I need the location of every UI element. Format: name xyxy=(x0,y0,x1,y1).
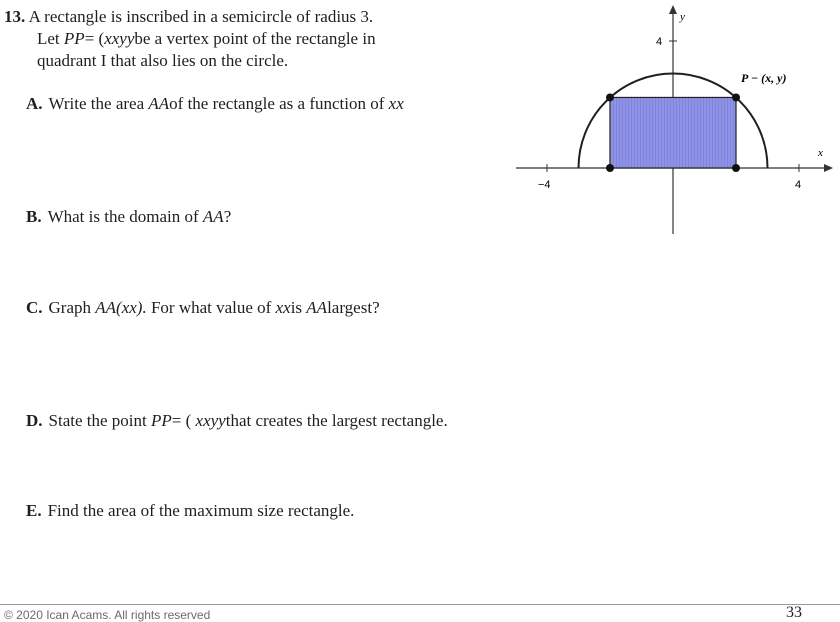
part-d xyxy=(26,410,448,432)
x-axis-arrow xyxy=(824,164,833,172)
vertex-point xyxy=(606,93,614,101)
part-text: largest? xyxy=(327,298,380,317)
part-letter: A. xyxy=(26,94,43,113)
y-axis-arrow xyxy=(669,5,677,14)
part-letter: B. xyxy=(26,207,42,226)
vertex-point xyxy=(732,164,740,172)
point-coords: xxyy xyxy=(195,411,226,430)
part-e xyxy=(26,500,354,522)
area-var: AA xyxy=(148,94,170,113)
point-var: PP xyxy=(63,29,85,48)
vertex-point-p xyxy=(732,93,740,101)
part-text: State the point xyxy=(48,411,151,430)
area-function: AA(xx). xyxy=(95,298,147,317)
copyright-text: © 2020 Ican Acams. All rights reserved xyxy=(4,608,211,622)
vertex-point xyxy=(606,164,614,172)
part-text: What is the domain of xyxy=(47,207,203,226)
part-text: ? xyxy=(223,207,232,226)
y-axis-label: y xyxy=(680,11,685,23)
x-neg-tick-label: −4 xyxy=(538,179,551,191)
part-letter: D. xyxy=(26,411,43,430)
area-var: AA xyxy=(306,298,328,317)
problem-line-2-post: be a vertex point of the rectangle in xyxy=(134,29,376,48)
problem-statement xyxy=(4,6,474,72)
x-var: xx xyxy=(275,298,291,317)
part-text: Find the area of the maximum size rectangle. xyxy=(47,501,355,520)
area-var: AA xyxy=(202,207,224,226)
equals-sign: = ( xyxy=(84,29,105,48)
x-axis-label: x xyxy=(818,147,823,159)
x-var: xx xyxy=(388,94,404,113)
part-text: Write the area xyxy=(48,94,149,113)
part-text: For what value of xyxy=(146,298,276,317)
problem-number: 13. xyxy=(4,7,26,26)
part-text: Graph xyxy=(48,298,96,317)
problem-line-1: A rectangle is inscribed in a semicircle of radius 3. xyxy=(28,7,374,26)
part-letter: E. xyxy=(26,501,42,520)
part-letter: C. xyxy=(26,298,43,317)
inscribed-rectangle xyxy=(610,97,736,168)
part-text: is xyxy=(290,298,307,317)
problem-line-3: quadrant I that also lies on the circle. xyxy=(37,51,289,70)
point-label: P − (x, y) xyxy=(741,71,787,85)
page-number: 33 xyxy=(786,604,802,621)
part-a xyxy=(26,93,404,115)
x-pos-tick-label: 4 xyxy=(795,179,802,191)
y-tick-label: 4 xyxy=(656,36,663,48)
semicircle-rectangle-graph xyxy=(508,2,838,242)
footer-divider xyxy=(0,604,840,605)
problem-line-2-pre: Let xyxy=(37,29,64,48)
point-coords: xxyy xyxy=(104,29,135,48)
part-b xyxy=(26,206,231,228)
part-text: that creates the largest rectangle. xyxy=(225,411,448,430)
part-text: of the rectangle as a function of xyxy=(169,94,389,113)
point-var: PP xyxy=(151,411,172,430)
equals-sign: = ( xyxy=(171,411,196,430)
part-c xyxy=(26,297,380,319)
